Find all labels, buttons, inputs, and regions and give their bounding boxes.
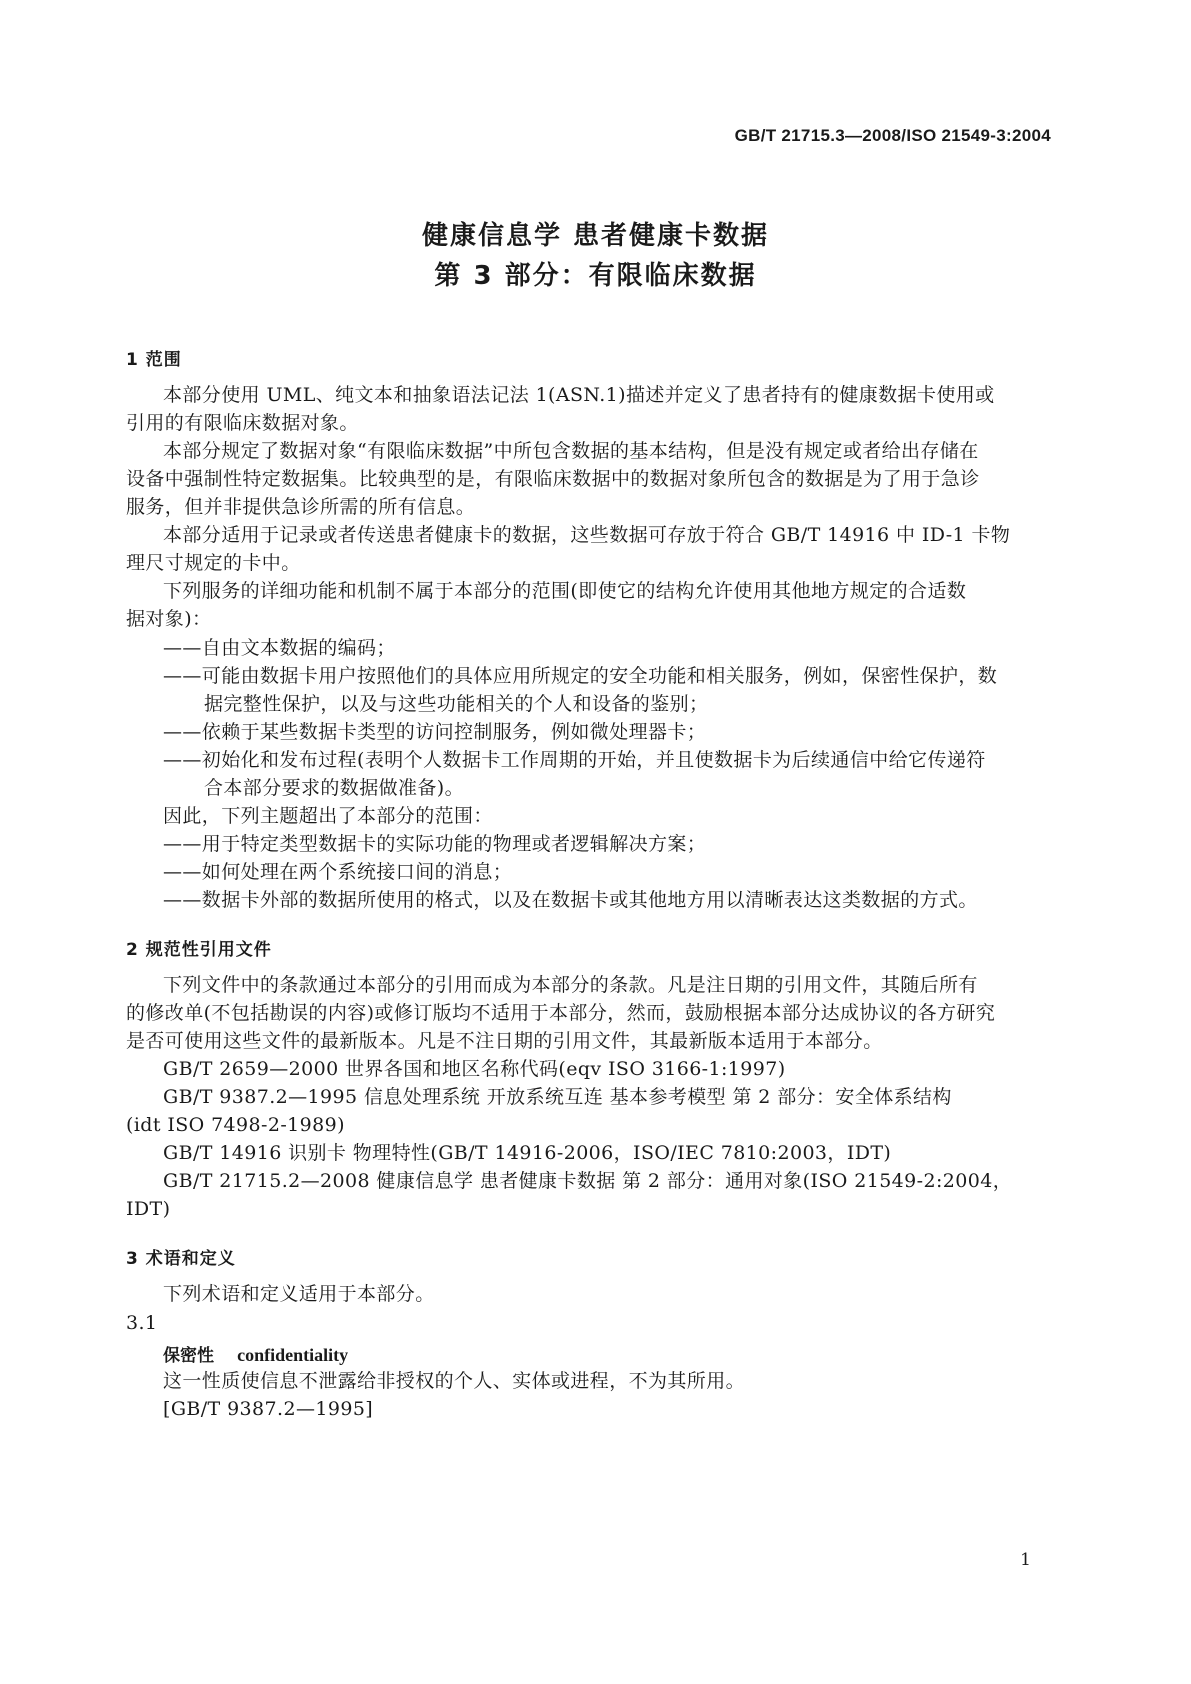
list-item: ——如何处理在两个系统接口间的消息；: [163, 861, 513, 883]
section-2-heading: 2 规范性引用文件: [126, 940, 272, 960]
paragraph-line: 据对象)：: [126, 608, 212, 630]
section-3-heading: 3 术语和定义: [126, 1249, 236, 1269]
clause-number: 3.1: [126, 1312, 158, 1334]
section-1-heading: 1 范围: [126, 350, 182, 370]
reference-item: GB/T 9387.2—1995 信息处理系统 开放系统互连 基本参考模型 第 2 部分：安全体系结构: [163, 1086, 952, 1108]
list-item: ——可能由数据卡用户按照他们的具体应用所规定的安全功能和相关服务，例如，保密性保护，数: [163, 665, 998, 687]
paragraph-line: 因此，下列主题超出了本部分的范围：: [163, 805, 493, 827]
reference-item: GB/T 2659—2000 世界各国和地区名称代码(eqv ISO 3166-1:1997): [163, 1058, 786, 1080]
list-item: ——用于特定类型数据卡的实际功能的物理或者逻辑解决方案；: [163, 833, 707, 855]
list-item: ——依赖于某些数据卡类型的访问控制服务，例如微处理器卡；: [163, 721, 707, 743]
paragraph-line: 下列文件中的条款通过本部分的引用而成为本部分的条款。凡是注日期的引用文件，其随后所有: [163, 974, 978, 996]
paragraph-line: 设备中强制性特定数据集。比较典型的是，有限临床数据中的数据对象所包含的数据是为了用于急诊: [126, 468, 980, 490]
paragraph-line: 本部分使用 UML、纯文本和抽象语法记法 1(ASN.1)描述并定义了患者持有的健康数据卡使用或: [163, 384, 995, 406]
list-item: ——初始化和发布过程(表明个人数据卡工作周期的开始，并且使数据卡为后续通信中给它传递符: [163, 749, 986, 771]
standard-code: GB/T 21715.3—2008/ISO 21549-3:2004: [734, 126, 1051, 145]
paragraph-line: 本部分适用于记录或者传送患者健康卡的数据，这些数据可存放于符合 GB/T 14916 中 ID-1 卡物: [163, 524, 1011, 546]
list-item: ——自由文本数据的编码；: [163, 637, 396, 659]
paragraph-line: 引用的有限临床数据对象。: [126, 412, 359, 434]
list-item: ——数据卡外部的数据所使用的格式，以及在数据卡或其他地方用以清晰表达这类数据的方式。: [163, 889, 978, 911]
paragraph-line: 的修改单(不包括勘误的内容)或修订版均不适用于本部分，然而，鼓励根据本部分达成协议的各方研究: [126, 1002, 996, 1024]
term-chinese: 保密性: [163, 1346, 214, 1366]
paragraph-line: 下列术语和定义适用于本部分。: [163, 1283, 435, 1305]
paragraph-line: 理尺寸规定的卡中。: [126, 552, 301, 574]
paragraph-line: 本部分规定了数据对象“有限临床数据”中所包含数据的基本结构，但是没有规定或者给出存储在: [163, 440, 979, 462]
list-item-continuation: 合本部分要求的数据做准备)。: [204, 777, 465, 799]
paragraph-line: 下列服务的详细功能和机制不属于本部分的范围(即使它的结构允许使用其他地方规定的合适数: [163, 580, 967, 602]
term-entry: [163, 1341, 348, 1366]
term-definition: 这一性质使信息不泄露给非授权的个人、实体或进程，不为其所用。: [163, 1370, 746, 1392]
list-item-continuation: 据完整性保护，以及与这些功能相关的个人和设备的鉴别；: [204, 693, 709, 715]
term-source: [GB/T 9387.2—1995]: [163, 1398, 374, 1420]
document-title-line2: 第 3 部分：有限临床数据: [434, 261, 757, 291]
reference-item-continuation: (idt ISO 7498-2-1989): [126, 1114, 345, 1136]
term-english: confidentiality: [237, 1345, 349, 1365]
reference-item: GB/T 14916 识别卡 物理特性(GB/T 14916-2006，ISO/IEC 7810:2003，IDT): [163, 1142, 892, 1164]
reference-item-continuation: IDT): [126, 1198, 171, 1220]
reference-item: GB/T 21715.2—2008 健康信息学 患者健康卡数据 第 2 部分：通用对象(ISO 21549-2:2004，: [163, 1170, 1013, 1192]
document-title-line1: 健康信息学 患者健康卡数据: [421, 221, 770, 251]
page-number: 1: [1020, 1550, 1031, 1570]
paragraph-line: 是否可使用这些文件的最新版本。凡是不注日期的引用文件，其最新版本适用于本部分。: [126, 1030, 883, 1052]
paragraph-line: 服务，但并非提供急诊所需的所有信息。: [126, 496, 476, 518]
